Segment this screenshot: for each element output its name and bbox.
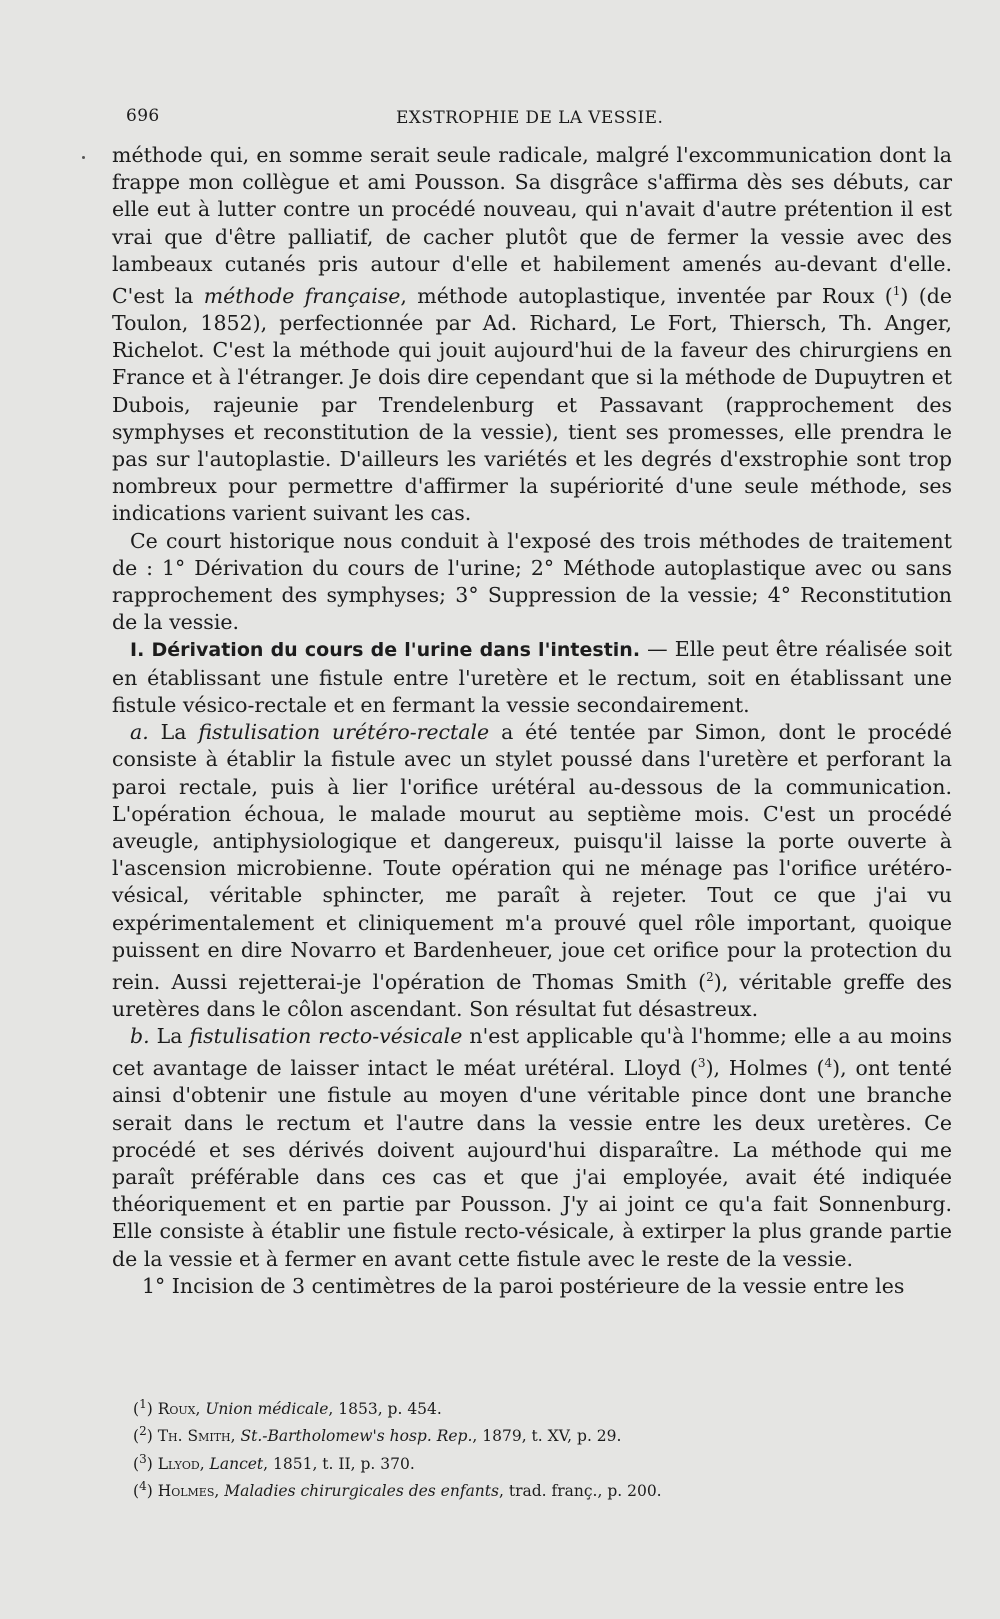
emphasis-fistulisation-rectovesicale: fistulisation recto-vésicale — [189, 1024, 463, 1049]
footnote: ($^2$) Th. Smith, St.-Bartholomew's hosp. Rep., 1879, t. XV, p. 29. — [133, 1424, 622, 1446]
paragraph-treatment-overview: Ce court historique nous conduit à l'exposé des trois méthodes de traitement de : 1° Dérivation du cours de l'urine; 2° Méthode autoplastique avec ou sans rapprochement des symphyses; 3° Suppression de la vessie; 4° Reconstitution de la vessie. — [112, 528, 952, 635]
paragraph-ureterorectal: a. La fistulisation urétéro-rectale a été tentée par Simon, dont le procédé consiste à établir la fistule avec un stylet poussé dans l'uretère et perforant la paroi rectale, puis à lier l'orifice urétéral au-dessous de la communication. L'opération échoua, le malade mourut au septième mois. C'est un procédé aveugle, antiphysiologique et dangereux, puisqu'il laisse la porte ouverte à l'ascension microbienne. Toute opération qui ne ménage pas l'orifice urétéro-vésical, véritable sphincter, me paraît à rejeter. Tout ce que j'ai vu expérimentalement et cliniquement m'a prouvé quel rôle important, quoique puissent en dire Novarro et Bardenheuer, joue cet orifice pour la protection du rein. Aussi rejetterai-je l'opération de Thomas Smith ($^2$), véritable greffe des uretères dans le côlon ascendant. Son résultat fut désastreux. — [112, 720, 952, 1021]
footnotes — [133, 1393, 893, 1503]
section-heading: I. Dérivation du cours de l'urine dans l'intestin. — [130, 639, 641, 662]
paragraph-incision-step: 1° Incision de 3 centimètres de la paroi postérieure de la vessie entre les — [142, 1273, 905, 1298]
running-title: EXSTROPHIE DE LA VESSIE. — [396, 108, 664, 128]
emphasis-methode-francaise: méthode française — [203, 283, 401, 308]
footnote: ($^3$) Llyod, Lancet, 1851, t. II, p. 370. — [133, 1451, 415, 1474]
footnote: ($^4$) Holmes, Maladies chirurgicales des enfants, trad. franç., p. 200. — [133, 1479, 662, 1501]
paragraph-section-1: I. Dérivation du cours de l'urine dans l'intestin. — Elle peut être réalisée soit en établissant une fistule entre l'uretère et le rectum, soit en établissant une fistule vésico-rectale et en fermant la vessie secondairement. — [112, 637, 952, 717]
footnote-author: Llyod — [157, 1455, 200, 1474]
footnote-author: Roux — [157, 1400, 196, 1419]
footnote-ref-4[interactable]: 4 — [824, 1056, 833, 1071]
footnote-work: Maladies chirurgicales des enfants — [224, 1482, 499, 1501]
page-number: 696 — [126, 106, 160, 126]
footnote-author: Holmes — [157, 1482, 215, 1501]
footnote-work: St.-Bartholomew's hosp. Rep. — [240, 1427, 473, 1446]
footnote-ref-2[interactable]: 2 — [706, 969, 714, 984]
footnote-work: Union médicale — [205, 1400, 329, 1419]
item-label: b. — [130, 1024, 150, 1049]
main-text — [112, 142, 952, 1300]
paragraph-rectovesical: b. La fistulisation recto-vésicale n'est applicable qu'à l'homme; elle a au moins cet avantage de laisser intact le méat urétéral. Lloyd ($^3$), Holmes ($^4$), ont tenté ainsi d'obtenir une fistule au moyen d'une véritable pince dont une branche serait dans le rectum et l'autre dans la vessie entre les deux uretères. Ce procédé et ses dérivés doivent aujourd'hui disparaître. La méthode qui me paraît préférable dans ces cas et que j'ai employée, avait été indiquée théoriquement et en partie par Pousson. J'y ai joint ce qu'a fait Sonnenburg. Elle consiste à établir une fistule recto-vésicale, à extirper la plus grande partie de la vessie et à fermer en avant cette fistule avec le reste de la vessie. — [112, 1024, 952, 1271]
paragraph-methods-history: méthode qui, en somme serait seule radicale, malgré l'excommunication dont la frappe mon collègue et ami Pousson. Sa disgrâce s'affirma dès ses débuts, car elle eut à lutter contre un procédé nouveau, qui n'avait d'autre prétention il est vrai que d'être palliatif, de cacher plutôt que de fermer la vessie avec des lambeaux cutanés pris autour d'elle et habilement amenés au-devant d'elle. C'est la méthode française, méthode autoplastique, inventée par Roux ($^1$) (de Toulon, 1852), perfectionnée par Ad. Richard, Le Fort, Thiersch, Th. Anger, Richelot. C'est la méthode qui jouit aujourd'hui de la faveur des chirurgiens en France et à l'étranger. Je dois dire cependant que si la méthode de Dupuytren et Dubois, rajeunie par Trendelenburg et Passavant (rapprochement des symphyses et reconstitution de la vessie), tient ses promesses, elle prendra le pas sur l'autoplastie. D'ailleurs les variétés et les degrés d'exstrophie sont trop nombreux pour permettre d'affirmer la supériorité d'une seule méthode, ses indications varient suivant les cas. — [112, 143, 952, 526]
footnote-ref-3[interactable]: 3 — [697, 1056, 706, 1071]
item-label: a. — [130, 720, 149, 745]
footnote-author: Th. Smith — [157, 1427, 231, 1446]
print-speck — [82, 156, 85, 159]
running-header — [126, 106, 952, 136]
footnote-work: Lancet — [209, 1455, 264, 1474]
footnote: ($^1$) Roux, Union médicale, 1853, p. 454. — [133, 1397, 442, 1419]
emphasis-fistulisation-ureterorectale: fistulisation urétéro-rectale — [198, 720, 490, 745]
footnote-ref-1[interactable]: 1 — [892, 284, 901, 299]
